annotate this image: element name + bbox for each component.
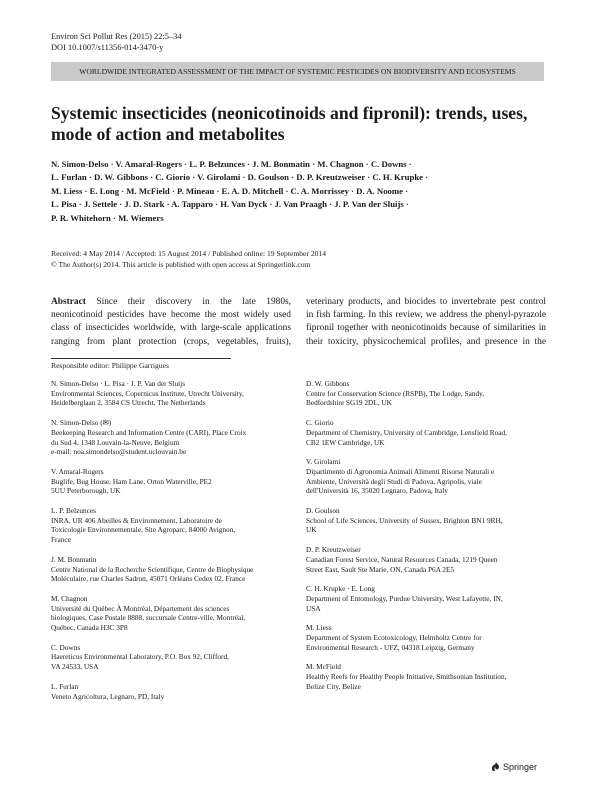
affiliation-authors: C. H. Krupke · E. Long	[306, 584, 375, 594]
affiliations-right-column	[306, 379, 546, 692]
affiliation-line: France	[51, 535, 71, 545]
affiliation-line: Québec, Canada H3C 3P8	[51, 623, 128, 633]
affiliation-block	[51, 594, 291, 633]
section-band: WORLDWIDE INTEGRATED ASSESSMENT OF THE IMPACT OF SYSTEMIC PESTICIDES ON BIODIVERSITY AND ECOSYSTEMS	[51, 62, 544, 81]
affiliation-line: CB2 1EW Cambridge, UK	[306, 437, 385, 447]
journal-volume-line: Environ Sci Pollut Res (2015) 22:5–34	[51, 32, 182, 41]
affiliation-line: Healthy Reefs for Healthy People Initiative, Smithsonian Institution,	[306, 672, 507, 682]
abstract-line: in fish farming. In this review, we address the phenyl-pyrazole	[306, 310, 546, 321]
affiliation-line: Department of Chemistry, University of Cambridge, Lensfield Road,	[306, 427, 507, 437]
abstract-line: veterinary products, and biocides to invertebrate pest control	[306, 297, 546, 307]
affiliation-block	[306, 457, 546, 496]
affiliation-line: Belize City, Belize	[306, 681, 361, 691]
affiliation-block	[306, 545, 546, 574]
doi-line[interactable]: DOI 10.1007/s11356-014-3470-y	[51, 43, 164, 52]
abstract-line: class of insecticides worldwide, with large-scale applications	[51, 323, 291, 334]
abstract-left-column	[51, 296, 291, 349]
affiliation-line: Environmental Sciences, Copernicus Institute, Utrecht University,	[51, 388, 244, 398]
affiliation-line: Beekeeping Research and Information Centre (CARI), Place Croix	[51, 427, 247, 437]
abstract-line: ranging from plant protection (crops, vegetables, fruits),	[51, 336, 291, 347]
affiliation-line: dell'Università 16, 35020 Legnaro, Padova, Italy	[306, 486, 448, 496]
publisher-name: Springer	[503, 762, 538, 772]
affiliation-block	[51, 506, 291, 545]
affiliation-block	[306, 506, 546, 535]
affiliation-line: Street East, Sault Ste Marie, ON, Canada P6A 2E5	[306, 564, 455, 574]
affiliation-line: Department of Entomology, Purdue University, West Lafayette, IN,	[306, 593, 503, 603]
affiliation-block	[306, 418, 546, 447]
affiliation-line: biologiques, Case Postale 8888, succursale Centre-ville, Montréal,	[51, 613, 246, 623]
affiliation-line: Department of System Ecotoxicology, Helmholtz Centre for	[306, 633, 482, 643]
affiliation-authors: L. Furlan	[51, 681, 79, 691]
received-accepted-line: Received: 4 May 2014 / Accepted: 15 August 2014 / Published online: 19 September 2014	[51, 249, 327, 258]
affiliation-block	[51, 467, 291, 496]
affiliation-line: USA	[306, 603, 321, 613]
author-line: L. Furlan · D. W. Gibbons · C. Giorio · V. Girolami · D. Goulson · D. P. Kreutzweiser · C. H. Krupke ·	[51, 172, 429, 183]
affiliation-authors: M. Chagnon	[51, 593, 88, 603]
author-list	[51, 158, 545, 225]
journal-citation	[51, 31, 182, 53]
affiliation-authors: C. Giorio	[306, 418, 334, 428]
affiliation-authors: M. Liess	[306, 623, 332, 633]
affiliation-authors: V. Girolami	[306, 457, 341, 467]
affiliation-line: Buglife, Bug House, Ham Lane, Orton Waterville, PE2	[51, 476, 212, 486]
author-line: M. Liess · E. Long · M. McField · P. Mineau · E. A. D. Mitchell · C. A. Morrissey · D. A. Noome ·	[51, 185, 409, 196]
affiliation-line: Ambiente, Università degli Studi di Padova, Agripolis, viale	[306, 476, 482, 486]
affiliation-line: School of Life Sciences, University of Sussex, Brighton BN1 9RH,	[306, 515, 503, 525]
affiliation-authors: J. M. Bonmatin	[51, 554, 97, 564]
affiliation-authors: D. P. Kreutzweiser	[306, 545, 361, 555]
affiliation-line: Centre National de la Recherche Scientifique, Centre de Biophysique	[51, 564, 254, 574]
affiliation-block	[306, 662, 546, 691]
affiliation-line: Heidelberglaan 2, 3584 CS Utrecht, The Netherlands	[51, 398, 206, 408]
author-line: L. Pisa · J. Settele · J. D. Stark · A. Tapparo · H. Van Dyck · J. Van Praagh · J. P. Van der Sluijs ·	[51, 199, 409, 210]
affiliation-line: INRA, UR 406 Abeilles & Environnement, Laboratoire de	[51, 515, 222, 525]
affiliation-block	[306, 623, 546, 652]
footnote-divider	[51, 358, 231, 359]
affiliation-block	[51, 643, 291, 672]
affiliation-line: Moléculaire, rue Charles Sadron, 45071 Orléans Cedex 02, France	[51, 574, 246, 584]
affiliation-line: Canadian Forest Service, Natural Resources Canada, 1219 Queen	[306, 554, 498, 564]
affiliation-line: Veneto Agricoltura, Legnaro, PD, Italy	[51, 691, 165, 701]
affiliation-authors: M. McField	[306, 662, 341, 672]
affiliation-authors: V. Amaral-Rogers	[51, 466, 104, 476]
springer-logo-icon	[490, 761, 502, 773]
affiliation-block	[51, 379, 291, 408]
affiliations-left-column	[51, 379, 291, 701]
affiliation-line: 5UU Peterborough, UK	[51, 486, 121, 496]
affiliation-authors: N. Simon-Delso · L. Pisa · J. P. Van der Sluijs	[51, 379, 186, 388]
affiliation-authors: N. Simon-Delso (✉)	[51, 418, 112, 428]
affiliation-authors: D. W. Gibbons	[306, 379, 350, 388]
title-line: Systemic insecticides (neonicotinoids and fipronil): trends, uses,	[51, 103, 528, 123]
affiliation-line: du Sud 4, 1348 Louvain-la-Neuve, Belgium	[51, 437, 180, 447]
title-line: mode of action and metabolites	[51, 124, 285, 144]
author-line: N. Simon-Delso · V. Amaral-Rogers · L. P. Belzunces · J. M. Bonmatin · M. Chagnon · C. Downs ·	[51, 159, 412, 169]
affiliation-line: VA 24533, USA	[51, 662, 99, 672]
affiliation-authors: C. Downs	[51, 642, 81, 652]
affiliation-line: Haereticus Environmental Laboratory, P.O. Box 92, Clifford,	[51, 652, 229, 662]
affiliation-block	[51, 555, 291, 584]
affiliation-line: Environmental Research - UFZ, 04318 Leipzig, Germany	[306, 642, 475, 652]
affiliation-line: Bedfordshire SG19 2DL, UK	[306, 398, 392, 408]
affiliation-authors: D. Goulson	[306, 506, 340, 516]
affiliation-line: Dipartimento di Agronomia Animali Alimenti Risorse Naturali e	[306, 466, 495, 476]
affiliation-line: Université du Québec À Montréal, Département des sciences	[51, 603, 230, 613]
affiliation-line: Centre for Conservation Science (RSPB), The Lodge, Sandy,	[306, 388, 485, 398]
affiliation-line: e-mail: noa.simondelso@student.uclouvain.be	[51, 447, 187, 457]
abstract-line: fipronil together with neonicotinoids because of similarities in	[306, 323, 546, 334]
author-line: P. R. Whitehorn · M. Wiemers	[51, 212, 164, 223]
open-access-line: © The Author(s) 2014. This article is published with open access at Springerlink.com	[51, 259, 311, 269]
abstract-line: their toxicity, physicochemical profiles, and presence in the	[306, 336, 546, 347]
affiliation-line: UK	[306, 525, 317, 535]
affiliation-block	[51, 418, 291, 457]
abstract-right-column	[306, 296, 546, 349]
abstract-line: Abstract Since their discovery in the late 1980s,	[51, 297, 292, 307]
affiliation-line: Toxicologie Environnementale, Site Agroparc, 84000 Avignon,	[51, 525, 236, 535]
article-title	[51, 103, 545, 145]
affiliation-block	[51, 682, 291, 701]
abstract-line: neonicotinoid pesticides have become the most widely used	[51, 310, 291, 321]
publication-dates	[51, 249, 326, 270]
abstract-heading: Abstract	[51, 297, 86, 307]
affiliation-authors: L. P. Belzunces	[51, 506, 96, 516]
affiliation-block	[306, 379, 546, 408]
responsible-editor: Responsible editor: Philippe Garrigues	[51, 361, 169, 370]
affiliation-block	[306, 584, 546, 613]
